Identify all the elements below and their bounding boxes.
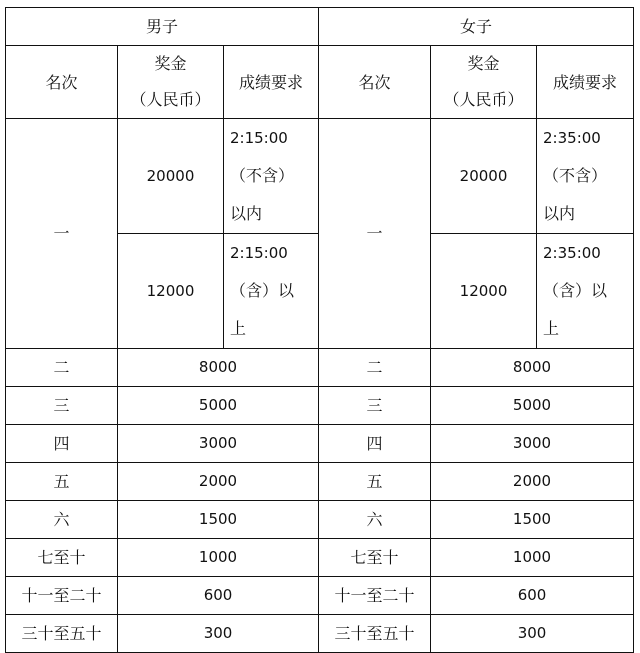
women-prize-cell: 300	[431, 615, 634, 653]
table-row	[6, 501, 634, 539]
table-row	[6, 463, 634, 501]
requirement-qualifier-end: 以内	[230, 204, 263, 223]
women-prize-cell: 5000	[431, 387, 634, 425]
women-first-tier2-requirement	[537, 234, 634, 349]
men-first-tier1-prize: 20000	[118, 119, 224, 234]
women-first-tier1-requirement	[537, 119, 634, 234]
women-requirement-header: 成绩要求	[537, 46, 634, 119]
men-requirement-header: 成绩要求	[224, 46, 319, 119]
men-first-tier2-prize: 12000	[118, 234, 224, 349]
requirement-time: 2:15:00	[230, 129, 288, 147]
table-row	[6, 539, 634, 577]
women-prize-cell: 3000	[431, 425, 634, 463]
requirement-qualifier-end: 上	[230, 319, 247, 338]
women-rank-cell: 三	[319, 387, 431, 425]
column-header-row	[6, 46, 634, 119]
men-prize-header	[118, 46, 224, 119]
requirement-qualifier: （含）以	[543, 281, 608, 300]
first-place-tier1-row	[6, 119, 634, 234]
prize-table	[5, 7, 634, 653]
men-prize-cell: 1500	[118, 501, 319, 539]
women-prize-header	[431, 46, 537, 119]
women-first-tier1-prize: 20000	[431, 119, 537, 234]
table-row	[6, 425, 634, 463]
requirement-time: 2:15:00	[230, 244, 288, 262]
prize-header-line2: （人民币）	[130, 90, 211, 109]
men-rank-cell: 三	[6, 387, 118, 425]
women-group-header: 女子	[319, 8, 634, 46]
requirement-qualifier-end: 以内	[543, 204, 576, 223]
table-row	[6, 349, 634, 387]
requirement-time: 2:35:00	[543, 244, 601, 262]
women-first-rank: 一	[319, 119, 431, 349]
women-prize-cell: 8000	[431, 349, 634, 387]
men-rank-cell: 七至十	[6, 539, 118, 577]
men-first-tier1-requirement	[224, 119, 319, 234]
men-rank-cell: 二	[6, 349, 118, 387]
women-rank-cell: 二	[319, 349, 431, 387]
requirement-qualifier: （不含）	[230, 166, 295, 185]
group-header-row	[6, 8, 634, 46]
men-rank-cell: 四	[6, 425, 118, 463]
men-first-rank: 一	[6, 119, 118, 349]
prize-header-line1: 奖金	[467, 54, 500, 73]
men-prize-cell: 3000	[118, 425, 319, 463]
men-rank-cell: 六	[6, 501, 118, 539]
men-group-header: 男子	[6, 8, 319, 46]
women-prize-cell: 1500	[431, 501, 634, 539]
prize-header-line1: 奖金	[154, 54, 187, 73]
men-rank-header: 名次	[6, 46, 118, 119]
men-prize-cell: 1000	[118, 539, 319, 577]
requirement-qualifier: （含）以	[230, 281, 295, 300]
women-prize-cell: 600	[431, 577, 634, 615]
men-first-tier2-requirement	[224, 234, 319, 349]
women-prize-cell: 1000	[431, 539, 634, 577]
requirement-qualifier-end: 上	[543, 319, 560, 338]
men-prize-cell: 2000	[118, 463, 319, 501]
women-rank-cell: 四	[319, 425, 431, 463]
women-rank-cell: 三十至五十	[319, 615, 431, 653]
table-row	[6, 387, 634, 425]
men-prize-cell: 600	[118, 577, 319, 615]
men-prize-cell: 300	[118, 615, 319, 653]
women-rank-cell: 六	[319, 501, 431, 539]
women-rank-header: 名次	[319, 46, 431, 119]
men-rank-cell: 十一至二十	[6, 577, 118, 615]
men-prize-cell: 8000	[118, 349, 319, 387]
table-row	[6, 577, 634, 615]
men-prize-cell: 5000	[118, 387, 319, 425]
men-rank-cell: 三十至五十	[6, 615, 118, 653]
women-rank-cell: 五	[319, 463, 431, 501]
prize-header-line2: （人民币）	[443, 90, 524, 109]
women-rank-cell: 十一至二十	[319, 577, 431, 615]
requirement-time: 2:35:00	[543, 129, 601, 147]
requirement-qualifier: （不含）	[543, 166, 608, 185]
women-prize-cell: 2000	[431, 463, 634, 501]
women-first-tier2-prize: 12000	[431, 234, 537, 349]
women-rank-cell: 七至十	[319, 539, 431, 577]
men-rank-cell: 五	[6, 463, 118, 501]
